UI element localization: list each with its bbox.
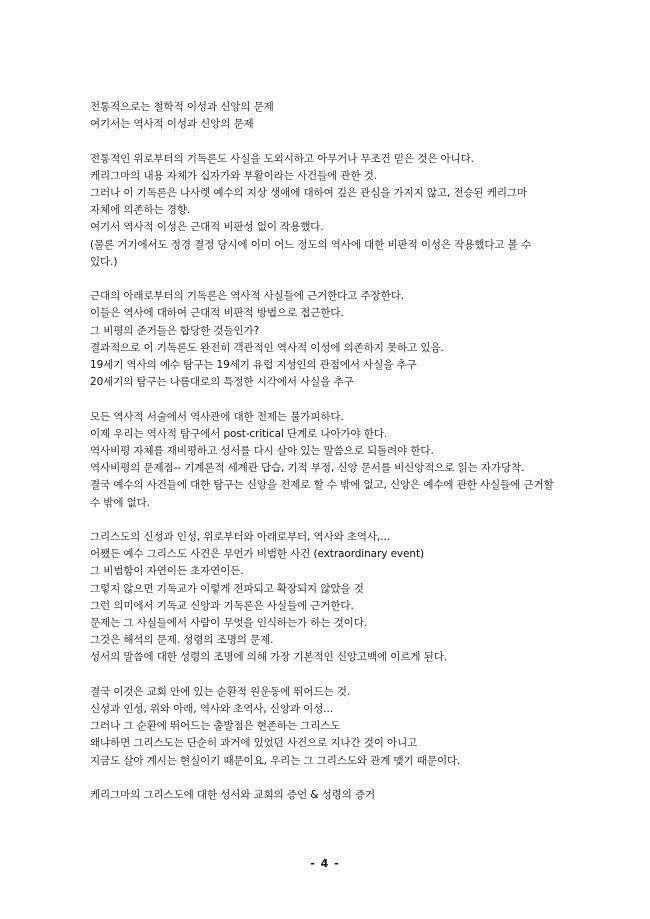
text-line: 그렇지 않으면 기독교가 이렇게 전파되고 확장되지 않았을 것 [90,582,364,595]
paragraph-4 [90,409,560,512]
paragraph-gap [90,512,560,529]
paragraph-5 [90,529,560,667]
text-line: 성서의 말씀에 대한 성령의 조명에 의해 가장 기본적인 신앙고백에 이르게 된다. [90,651,447,664]
text-line: 이들은 역사에 대하여 근대적 비판적 방법으로 접근한다. [90,307,344,320]
text-line: 역사비평의 문제점-- 기계론적 세계관 답습, 기적 부정, 신앙 문서를 비신앙적으로 읽는 자가당착. [90,462,525,475]
text-line: 지금도 살아 계시는 현실이기 때문이요, 우리는 그 그리스도와 관계 맺기 때문이다. [90,754,461,767]
paragraph-3 [90,288,560,391]
page-number: - 4 - [310,857,340,870]
text-line: 결과적으로 이 기독론도 완전히 객관적인 역사적 이성에 의존하지 못하고 있음. [90,341,444,354]
text-line: 신성과 인성, 위와 아래, 역사와 초역사, 신앙과 이성... [90,703,333,716]
paragraph-6 [90,684,560,770]
text-line: 그 비범함이 자연이든 초자연이든. [90,565,244,578]
paragraph-gap [90,133,560,150]
text-line: 19세기 역사의 예수 탐구는 19세기 유럽 지성인의 관점에서 사실을 추구 [90,359,417,372]
text-line: 전통적인 위로부터의 기독론도 사실을 도외시하고 아무거나 무조건 믿은 것은 아니다. [90,152,474,165]
text-line: 여기서는 역사적 이성과 신앙의 문제 [90,118,254,131]
paragraph-gap [90,271,560,288]
text-line: 그것은 해석의 문제. 성령의 조명의 문제. [90,634,274,647]
text-line: 결국 이것은 교회 안에 있는 순환적 원운동에 뛰어드는 것. [90,685,351,698]
text-line: (물론 거기에서도 정경 결정 당시에 이미 어느 정도의 역사에 대한 비판적 이성은 작용했다고 볼 수 있다.) [90,238,531,268]
text-line: 문제는 그 사실들에서 사람이 무엇을 인식하는가 하는 것이다. [90,617,367,630]
text-line: 그러나 이 기독론은 나사렛 예수의 지상 생애에 대하여 깊은 관심을 가지지 않고, 전승된 케리그마 자체에 의존하는 경향. [90,187,528,217]
text-line: 전통적으로는 철학적 이성과 신앙의 문제 [90,101,274,113]
text-line: 역사비평 자체를 재비평하고 성서를 다시 살아 있는 말씀으로 되돌려야 한다. [90,445,434,458]
text-line: 여기서 역사적 이성은 근대적 비판성 없이 작용했다. [90,221,324,234]
text-line: 왜냐하면 그리스도는 단순히 과거에 있었던 사건으로 지나간 것이 아니고 [90,737,418,750]
text-line: 근대의 아래로부터의 기독론은 역사적 사실들에 근거한다고 주장한다. [90,290,404,303]
paragraph-gap [90,770,560,787]
paragraph-7 [90,787,560,804]
paragraph-gap [90,391,560,408]
page-body [90,99,560,804]
text-line: 그리스도의 신성과 인성, 위로부터와 아래로부터, 역사와 초역사,... [90,531,390,544]
text-line: 어쨌든 예수 그리스도 사건은 무언가 비범한 사건 (extraordinary event) [90,548,424,561]
text-line: 그 비평의 준거들은 합당한 것들인가? [90,324,260,337]
text-line: 결국 예수의 사건들에 대한 탐구는 신앙을 전제로 할 수 밖에 없고, 신앙은 예수에 관한 사실들에 근거할 수 밖에 없다. [90,479,554,509]
paragraph-2 [90,151,560,271]
text-line: 케리그마의 내용 자체가 십자가와 부활이라는 사건들에 관한 것. [90,169,378,182]
text-line: 그런 의미에서 기독교 신앙과 기독론은 사실들에 근거한다. [90,599,354,612]
text-line: 케리그마의 그리스도에 대한 성서와 교회의 증언 & 성령의 증거 [90,789,376,802]
text-line: 모든 역사적 서술에서 역사관에 대한 전제는 불가피하다. [90,410,344,423]
paragraph-gap [90,667,560,684]
paragraph-1 [90,99,560,133]
text-line: 그러나 그 순환에 뛰어드는 출발점은 현존하는 그리스도 [90,720,341,733]
text-line: 이제 우리는 역사적 탐구에서 post-critical 단계로 나아가야 한다. [90,427,388,440]
text-line: 20세기의 탐구는 나름대로의 특정한 시각에서 사실을 추구 [90,376,354,389]
